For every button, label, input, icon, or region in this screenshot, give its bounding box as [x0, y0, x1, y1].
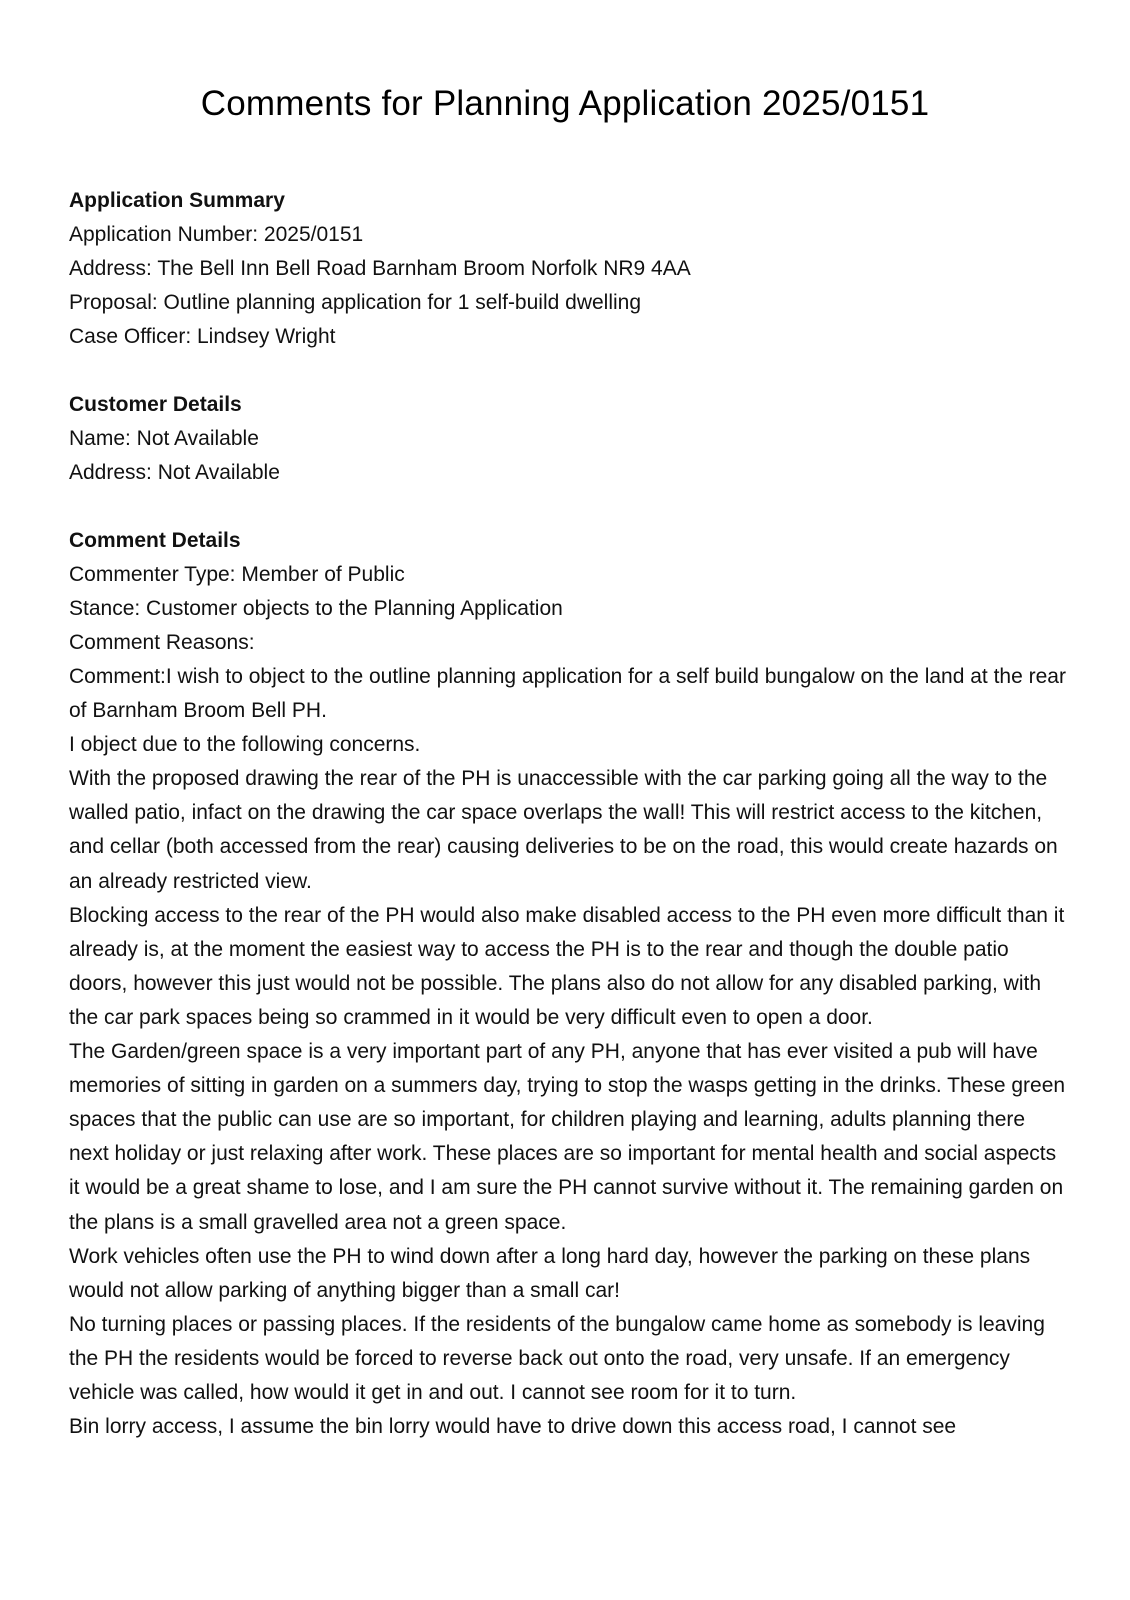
comment-paragraph: I object due to the following concerns. [69, 733, 421, 757]
customer-address-field: Address: Not Available [69, 461, 280, 484]
comment-paragraph: Bin lorry access, I assume the bin lorry would have to drive down this access road, I cannot see [69, 1415, 957, 1439]
comment-details-heading: Comment Details [69, 529, 241, 552]
page-title: Comments for Planning Application 2025/0151 [200, 84, 930, 123]
comment-paragraph: Work vehicles often use the PH to wind down after a long hard day, however the parking on these plans would not allow parking of anything bigger than a small car! [69, 1244, 1031, 1302]
comment-paragraph: With the proposed drawing the rear of the PH is unaccessible with the car parking going all the way to the walled patio, infact on the drawing the car space overlaps the wall! This will restrict access to the kitchen, and cellar (both accessed from the rear) causing deliveries to be on the road, this would create hazards on an already restricted view. [69, 767, 1058, 893]
application-summary-section [69, 184, 1070, 354]
comment-paragraph: Blocking access to the rear of the PH would also make disabled access to the PH even more difficult than it already is, at the moment the easiest way to access the PH is to the rear and though the double patio doors, however this just would not be possible. The plans also do not allow for any disabled parking, with the car park spaces being so crammed in it would be very difficult even to open a door. [69, 903, 1065, 1029]
customer-details-section [69, 388, 1070, 490]
comment-paragraph: Comment:I wish to object to the outline planning application for a self build bungalow on the land at the rear of Barnham Broom Bell PH. [69, 665, 1066, 723]
address-field: Address: The Bell Inn Bell Road Barnham Broom Norfolk NR9 4AA [69, 257, 691, 280]
comment-paragraph: The Garden/green space is a very important part of any PH, anyone that has ever visited a pub will have memories of sitting in garden on a summers day, trying to stop the wasps getting in the drinks. These green spaces that the public can use are so important, for children playing and learning, adults planning there next holiday or just relaxing after work. These places are so important for mental health and social aspects it would be a great shame to lose, and I am sure the PH cannot survive without it. The remaining garden on the plans is a small gravelled area not a green space. [69, 1040, 1066, 1234]
application-summary-heading: Application Summary [69, 189, 285, 212]
comment-paragraph: No turning places or passing places. If the residents of the bungalow came home as somebody is leaving the PH the residents would be forced to reverse back out onto the road, very unsafe. If an emergency vehicle was called, how would it get in and out. I cannot see room for it to turn. [69, 1312, 1045, 1404]
comment-reasons-field: Comment Reasons: [69, 631, 255, 654]
commenter-type-field: Commenter Type: Member of Public [69, 563, 405, 586]
case-officer-field: Case Officer: Lindsey Wright [69, 325, 336, 348]
customer-name-field: Name: Not Available [69, 427, 259, 450]
proposal-field: Proposal: Outline planning application for 1 self-build dwelling [69, 291, 642, 314]
stance-field: Stance: Customer objects to the Planning Application [69, 597, 563, 620]
customer-details-heading: Customer Details [69, 393, 242, 416]
application-number-field: Application Number: 2025/0151 [69, 223, 364, 246]
comment-details-section [69, 524, 1070, 1444]
